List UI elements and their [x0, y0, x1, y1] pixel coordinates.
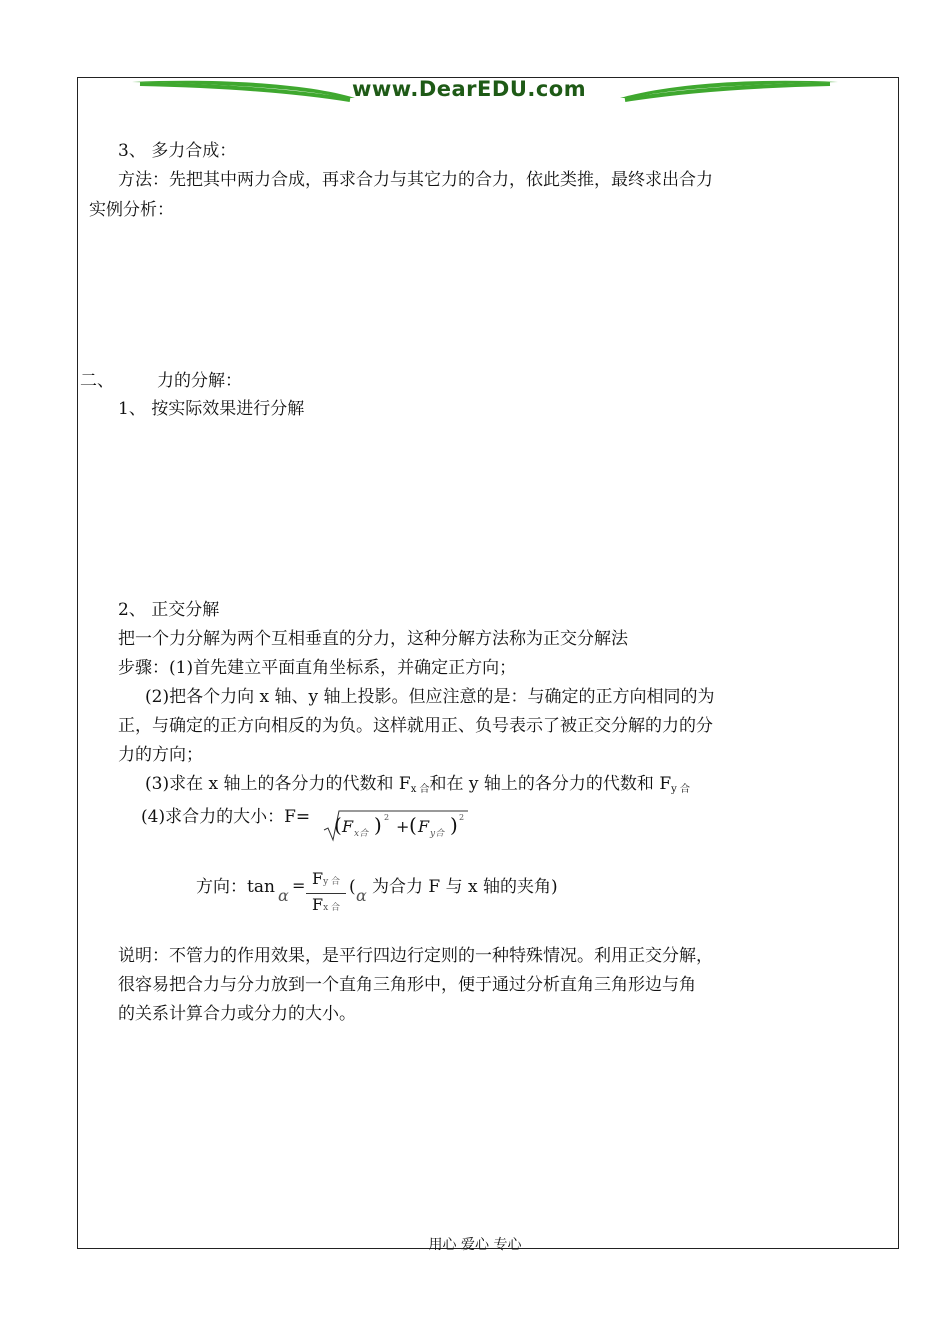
item1-title: 1、 按实际效果进行分解: [118, 399, 305, 419]
step1-text: 步骤：(1)首先建立平面直角坐标系，并确定正方向；: [118, 658, 517, 678]
step3-sub-y: y 合: [671, 784, 690, 795]
step3-text: [145, 773, 690, 798]
step4-text: (4)求合力的大小：F=: [141, 807, 311, 827]
part2-heading-number: 二、: [80, 371, 114, 391]
formula-paren-open-1: (: [334, 813, 342, 837]
formula-plus: +: [396, 817, 410, 836]
fraction: [306, 870, 346, 917]
fraction-numerator: Fy 合: [311, 869, 341, 888]
page-footer: 用心 爱心 专心: [428, 1237, 522, 1253]
definition-text: 把一个力分解为两个互相垂直的分力，这种分解方法称为正交分解法: [118, 629, 628, 649]
section3-example: 实例分析：: [89, 200, 174, 220]
step3-part-a: (3)求在 x 轴上的各分力的代数和 F: [145, 774, 411, 794]
formula-sq-2: 2: [459, 813, 465, 822]
step3-part-b: 和在 y 轴上的各分力的代数和 F: [429, 774, 672, 794]
formula-fx-sub: x合: [354, 829, 369, 839]
formula-fy: F: [418, 817, 430, 836]
fraction-bar: [306, 893, 346, 894]
direction-note: 为合力 F 与 x 轴的夹角): [372, 877, 558, 897]
header-site-logo: www.DearEDU.com: [352, 77, 587, 101]
formula-fy-sub: y合: [430, 829, 445, 839]
formula-equals: =: [292, 876, 306, 895]
alpha-symbol-2: α: [356, 886, 367, 905]
step2-line3: 力的方向；: [118, 745, 203, 765]
item2-title: 2、 正交分解: [118, 600, 220, 620]
formula-paren-open-2: (: [409, 813, 417, 837]
part2-heading: 力的分解：: [157, 371, 242, 391]
formula-fx: F: [342, 817, 354, 836]
section3-method: 方法：先把其中两力合成，再求合力与其它力的合力，依此类推，最终求出合力: [118, 170, 713, 190]
formula-paren-close-2: ): [450, 813, 458, 837]
formula-sq-1: 2: [384, 813, 390, 822]
direction-label: 方向：tan: [196, 877, 275, 897]
step2-line2: 正，与确定的正方向相反的为负。这样就用正、负号表示了被正交分解的力的分: [118, 716, 713, 736]
step3-sub-x: x 合: [410, 784, 430, 795]
section3-title: 3、 多力合成：: [118, 141, 237, 161]
note-line1: 说明：不管力的作用效果，是平行四边行定则的一种特殊情况。利用正交分解，: [118, 946, 713, 966]
alpha-symbol-1: α: [278, 886, 289, 905]
direction-note-paren: (: [349, 877, 356, 897]
fraction-denominator: Fx 合: [311, 895, 341, 914]
note-line3: 的关系计算合力或分力的大小。: [118, 1004, 356, 1024]
formula-paren-close-1: ): [374, 813, 382, 837]
step2-line1: (2)把各个力向 x 轴、y 轴上投影。但应注意的是：与确定的正方向相同的为: [145, 687, 715, 707]
note-line2: 很容易把合力与分力放到一个直角三角形中，便于通过分析直角三角形边与角: [118, 975, 696, 995]
